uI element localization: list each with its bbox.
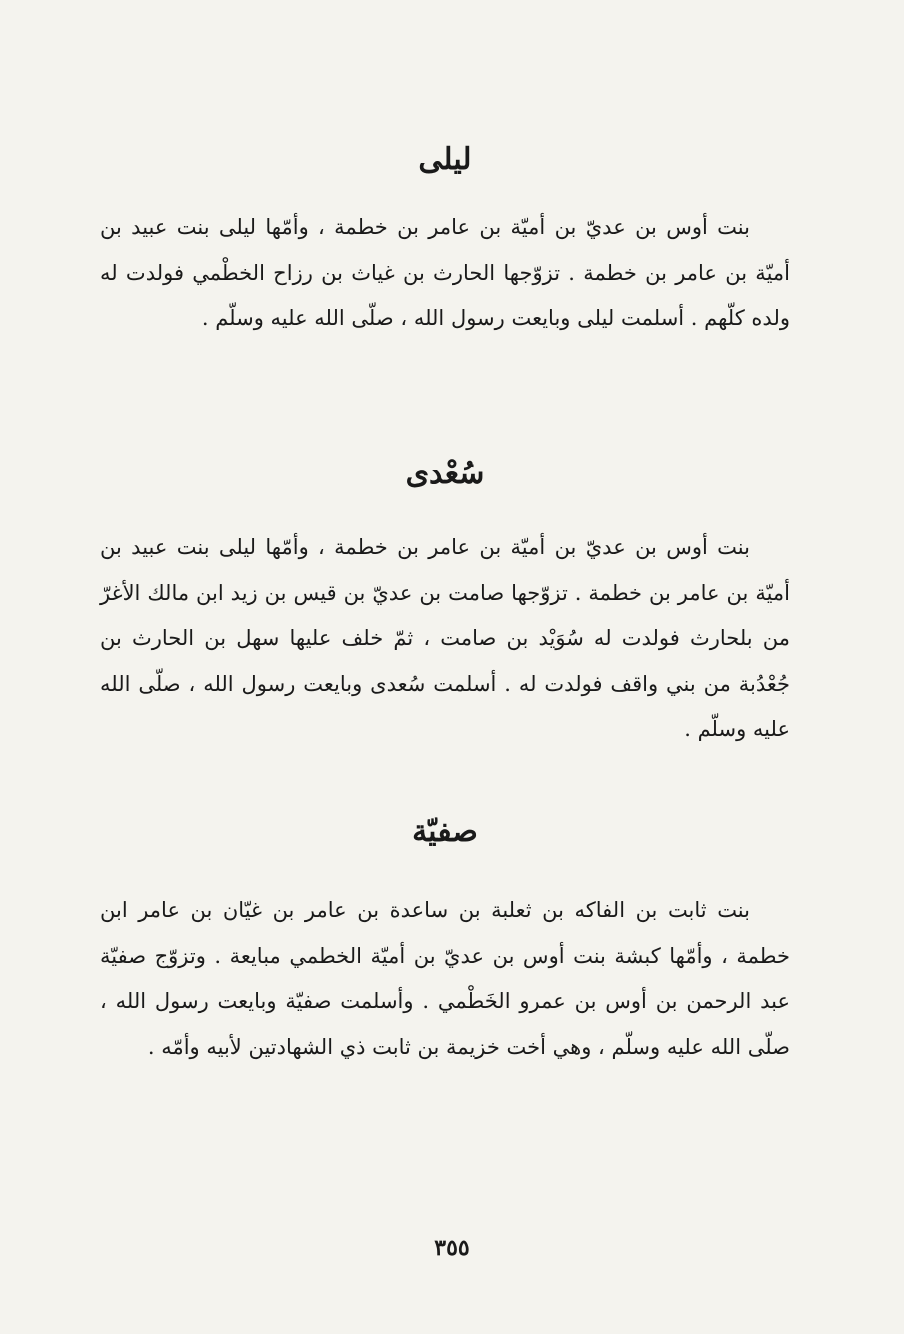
entry-body-suda: بنت أوس بن عديّ بن أميّة بن عامر بن خطمة ، وأمّها ليلى بنت عبيد بن أميّة بن عامر بن خطمة . تزوّجها صامت بن عديّ بن قيس بن زيد ابن مالك الأغرّ من بلحارث فولدت له سُوَيْد بن صامت ، ثمّ خلف عليها سهل بن الحارث بن جُعْدُبة من بني واقف فولدت له . أسلمت سُعدى وبايعت رسول الله ، صلّى الله عليه وسلّم . — [100, 535, 790, 741]
entry-body-layla: بنت أوس بن عديّ بن أميّة بن عامر بن خطمة ، وأمّها ليلى بنت عبيد بن أميّة بن عامر بن خطمة . تزوّجها الحارث بن غياث بن رزاح الخطْمي فولدت له ولده كلّهم . أسلمت ليلى وبايعت رسول الله ، صلّى الله عليه وسلّم . — [100, 215, 790, 330]
entry-title-safiyya: صفيّة — [412, 814, 478, 849]
page-number: ٣٥٥ — [434, 1235, 470, 1261]
entry-title-layla: ليلى — [418, 142, 472, 177]
entry-body-safiyya: بنت ثابت بن الفاكه بن ثعلبة بن ساعدة بن عامر بن غيّان بن عامر ابن خطمة ، وأمّها كبشة بنت أوس بن عديّ بن أميّة الخطمي مبايعة . وتزوّج صفيّة عبد الرحمن بن أوس بن عمرو الخَطْمي . وأسلمت صفيّة وبايعت رسول الله ، صلّى الله عليه وسلّم ، وهي أخت خزيمة بن ثابت ذي الشهادتين لأبيه وأمّه . — [100, 898, 790, 1059]
entry-title-suda: سُعْدى — [405, 456, 485, 491]
